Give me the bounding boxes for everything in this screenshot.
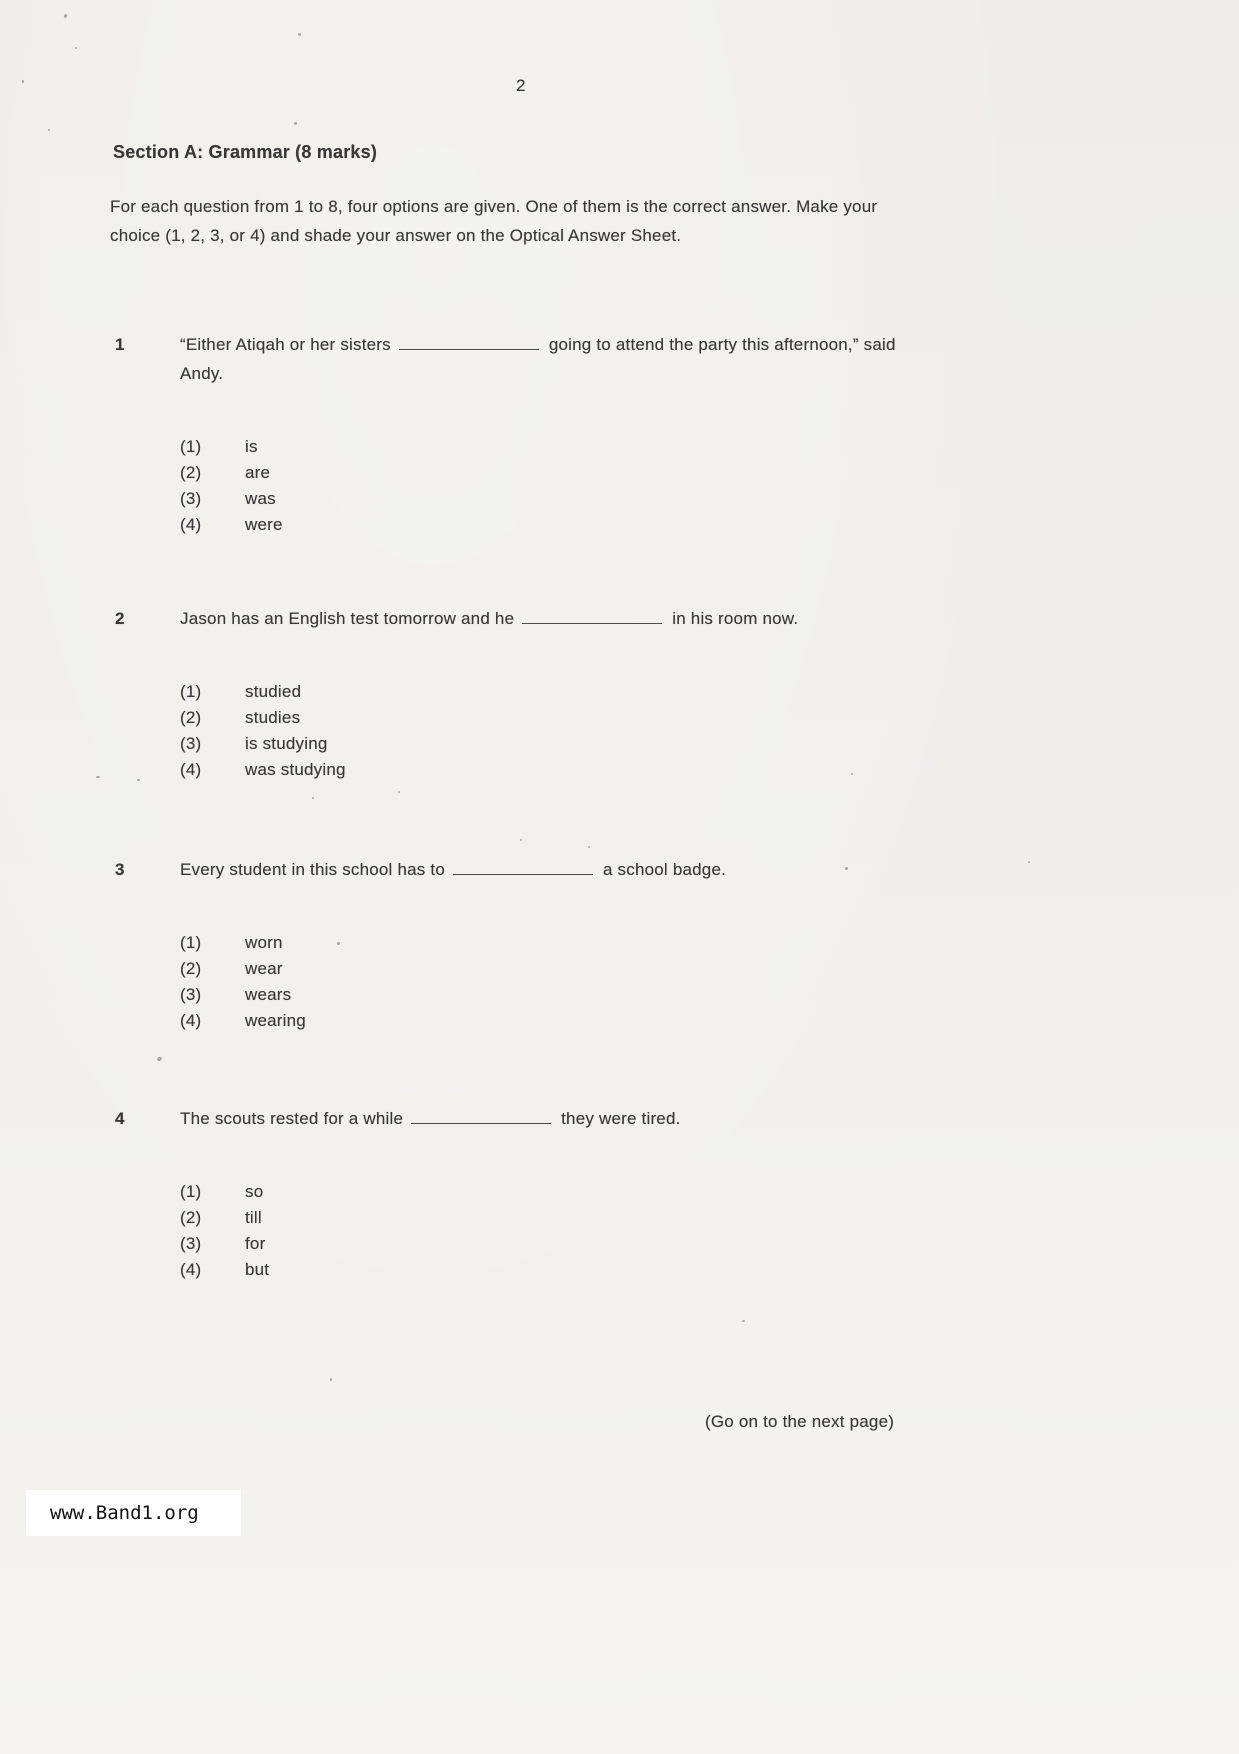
option-text: are [245, 463, 271, 482]
question-text [180, 330, 905, 388]
option [180, 1257, 905, 1283]
option-text: studies [245, 708, 301, 727]
scan-speck [137, 779, 140, 781]
scan-speck [398, 791, 400, 793]
option-text: wears [245, 985, 292, 1004]
scan-speck [337, 942, 340, 945]
watermark-strip [26, 1490, 241, 1536]
option-text: so [245, 1182, 264, 1201]
option [180, 679, 905, 705]
scan-speck [96, 776, 100, 778]
option-text: studied [245, 682, 302, 701]
option-label: (1) [180, 437, 202, 456]
options-list [180, 434, 905, 538]
option-label: (2) [180, 463, 202, 482]
option-text: till [245, 1208, 262, 1227]
options-list [180, 1179, 905, 1283]
answer-blank [453, 860, 593, 875]
watermark-text: www.Band1.org [50, 1502, 199, 1524]
question-text-before: Every student in this school has to [180, 860, 445, 879]
scan-speck [312, 797, 314, 799]
question-text [180, 604, 905, 633]
options-list [180, 930, 905, 1034]
question-text-before: “Either Atiqah or her sisters [180, 335, 391, 354]
section-instructions: For each question from 1 to 8, four options are given. One of them is the correct answer. Make your choice (1, 2, 3, or 4) and shade your answer on the Optical Answer Sheet. [110, 197, 878, 245]
scan-speck [742, 1320, 745, 1322]
scan-speck [845, 867, 848, 870]
option-text: worn [245, 933, 283, 952]
option-label: (4) [180, 1011, 202, 1030]
option-label: (4) [180, 515, 202, 534]
answer-blank [411, 1109, 551, 1124]
option [180, 486, 905, 512]
question-text-before: The scouts rested for a while [180, 1109, 404, 1128]
option-label: (3) [180, 734, 202, 753]
option-label: (1) [180, 1182, 202, 1201]
question-text-after: going to attend the party this afternoon,” said Andy. [180, 335, 896, 383]
option-label: (1) [180, 682, 202, 701]
option-label: (4) [180, 1260, 202, 1279]
option-text: were [245, 515, 283, 534]
question-text-after: in his room now. [672, 609, 799, 628]
option-label: (3) [180, 489, 202, 508]
option-label: (2) [180, 708, 202, 727]
continue-note: (Go on to the next page) [705, 1412, 895, 1431]
option [180, 982, 905, 1008]
question-text [180, 855, 905, 884]
scan-speck [48, 129, 50, 131]
answer-blank [522, 609, 662, 624]
option [180, 434, 905, 460]
scan-speck [22, 80, 24, 83]
option [180, 930, 905, 956]
option-text: was [245, 489, 276, 508]
option [180, 512, 905, 538]
scan-speck [520, 839, 522, 841]
page-number: 2 [516, 76, 526, 95]
question-text-after: a school badge. [602, 860, 727, 879]
question-text [180, 1104, 905, 1133]
option-text: is studying [245, 734, 328, 753]
scan-speck [63, 14, 67, 19]
answer-blank [399, 335, 539, 350]
option-label: (3) [180, 1234, 202, 1253]
scan-speck [294, 122, 297, 125]
option-text: wearing [245, 1011, 306, 1030]
option [180, 731, 905, 757]
scan-speck [298, 33, 301, 36]
question-4 [115, 1104, 905, 1283]
section-title: Section A: Grammar (8 marks) [113, 142, 378, 162]
option [180, 1179, 905, 1205]
option [180, 1231, 905, 1257]
scan-speck [156, 1056, 162, 1061]
option-text: was studying [245, 760, 346, 779]
option-label: (1) [180, 933, 202, 952]
option [180, 1008, 905, 1034]
options-list [180, 679, 905, 783]
option [180, 757, 905, 783]
scan-speck [330, 1378, 332, 1381]
question-number: 2 [115, 609, 125, 628]
option [180, 460, 905, 486]
option [180, 956, 905, 982]
option-text: for [245, 1234, 266, 1253]
scan-speck [1028, 861, 1030, 863]
option-label: (3) [180, 985, 202, 1004]
option [180, 1205, 905, 1231]
option-text: wear [245, 959, 283, 978]
question-2 [115, 604, 905, 783]
option-label: (2) [180, 1208, 202, 1227]
question-number: 4 [115, 1109, 125, 1128]
scan-speck [588, 846, 590, 848]
question-text-after: they were tired. [561, 1109, 681, 1128]
question-number: 1 [115, 335, 125, 354]
question-text-before: Jason has an English test tomorrow and he [180, 609, 515, 628]
question-1 [115, 330, 905, 538]
option-text: but [245, 1260, 270, 1279]
scan-speck [75, 47, 77, 49]
question-3 [115, 855, 905, 1034]
option-label: (4) [180, 760, 202, 779]
question-number: 3 [115, 860, 125, 879]
option-text: is [245, 437, 258, 456]
option-label: (2) [180, 959, 202, 978]
scan-speck [851, 773, 853, 775]
option [180, 705, 905, 731]
